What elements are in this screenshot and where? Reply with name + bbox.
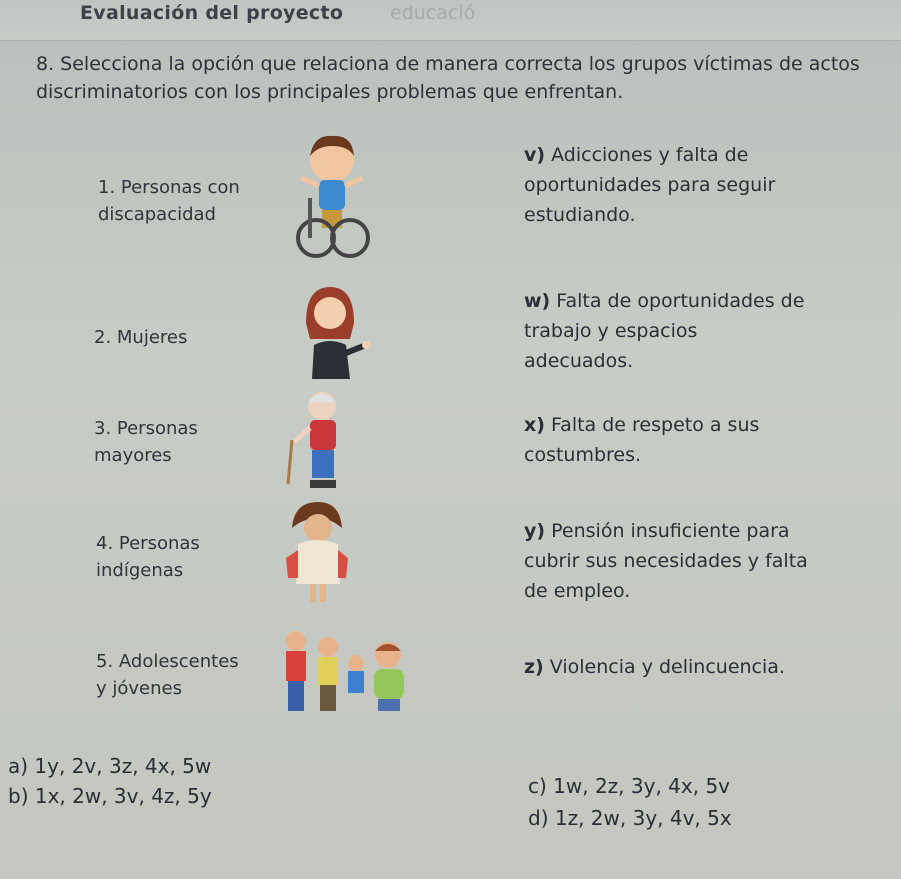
youths-group-figure xyxy=(278,625,414,721)
indigenous-woman-figure xyxy=(282,498,352,610)
question-text: 8. Selecciona la opción que relaciona de manera correcta los grupos víctimas de actos discriminatorios con los principales problemas que enfrentan. xyxy=(36,53,860,103)
problem-z: z) Violencia y delincuencia. xyxy=(524,656,785,678)
problem-v: v) Adicciones y falta de oportunidades para seguir estudiando. xyxy=(524,144,776,226)
problem-w: w) Falta de oportunidades de trabajo y espacios adecuados. xyxy=(524,290,805,372)
answer-a[interactable]: a) 1y, 2v, 3z, 4x, 5w xyxy=(8,754,212,778)
group-2-label: 2. Mujeres xyxy=(94,327,188,348)
header-bar xyxy=(0,0,901,41)
header-faded-text: educació xyxy=(390,2,476,24)
problem-x: x) Falta de respeto a sus costumbres. xyxy=(524,414,760,466)
child-in-wheelchair-figure xyxy=(292,128,372,260)
header-title: Evaluación del proyecto xyxy=(80,2,344,24)
answer-c[interactable]: c) 1w, 2z, 3y, 4x, 5v xyxy=(528,774,731,798)
answer-d[interactable]: d) 1z, 2w, 3y, 4v, 5x xyxy=(528,806,732,830)
answer-b[interactable]: b) 1x, 2w, 3v, 4z, 5y xyxy=(8,784,212,808)
group-1-label: 1. Personas con discapacidad xyxy=(98,177,240,225)
woman-figure xyxy=(300,283,370,383)
group-3-label: 3. Personas mayores xyxy=(94,418,198,466)
group-4-label: 4. Personas indígenas xyxy=(96,533,200,581)
problem-y: y) Pensión insuficiente para cubrir sus necesidades y falta de empleo. xyxy=(524,520,808,602)
elderly-man-figure xyxy=(282,388,352,492)
group-5-label: 5. Adolescentes y jóvenes xyxy=(96,651,239,699)
